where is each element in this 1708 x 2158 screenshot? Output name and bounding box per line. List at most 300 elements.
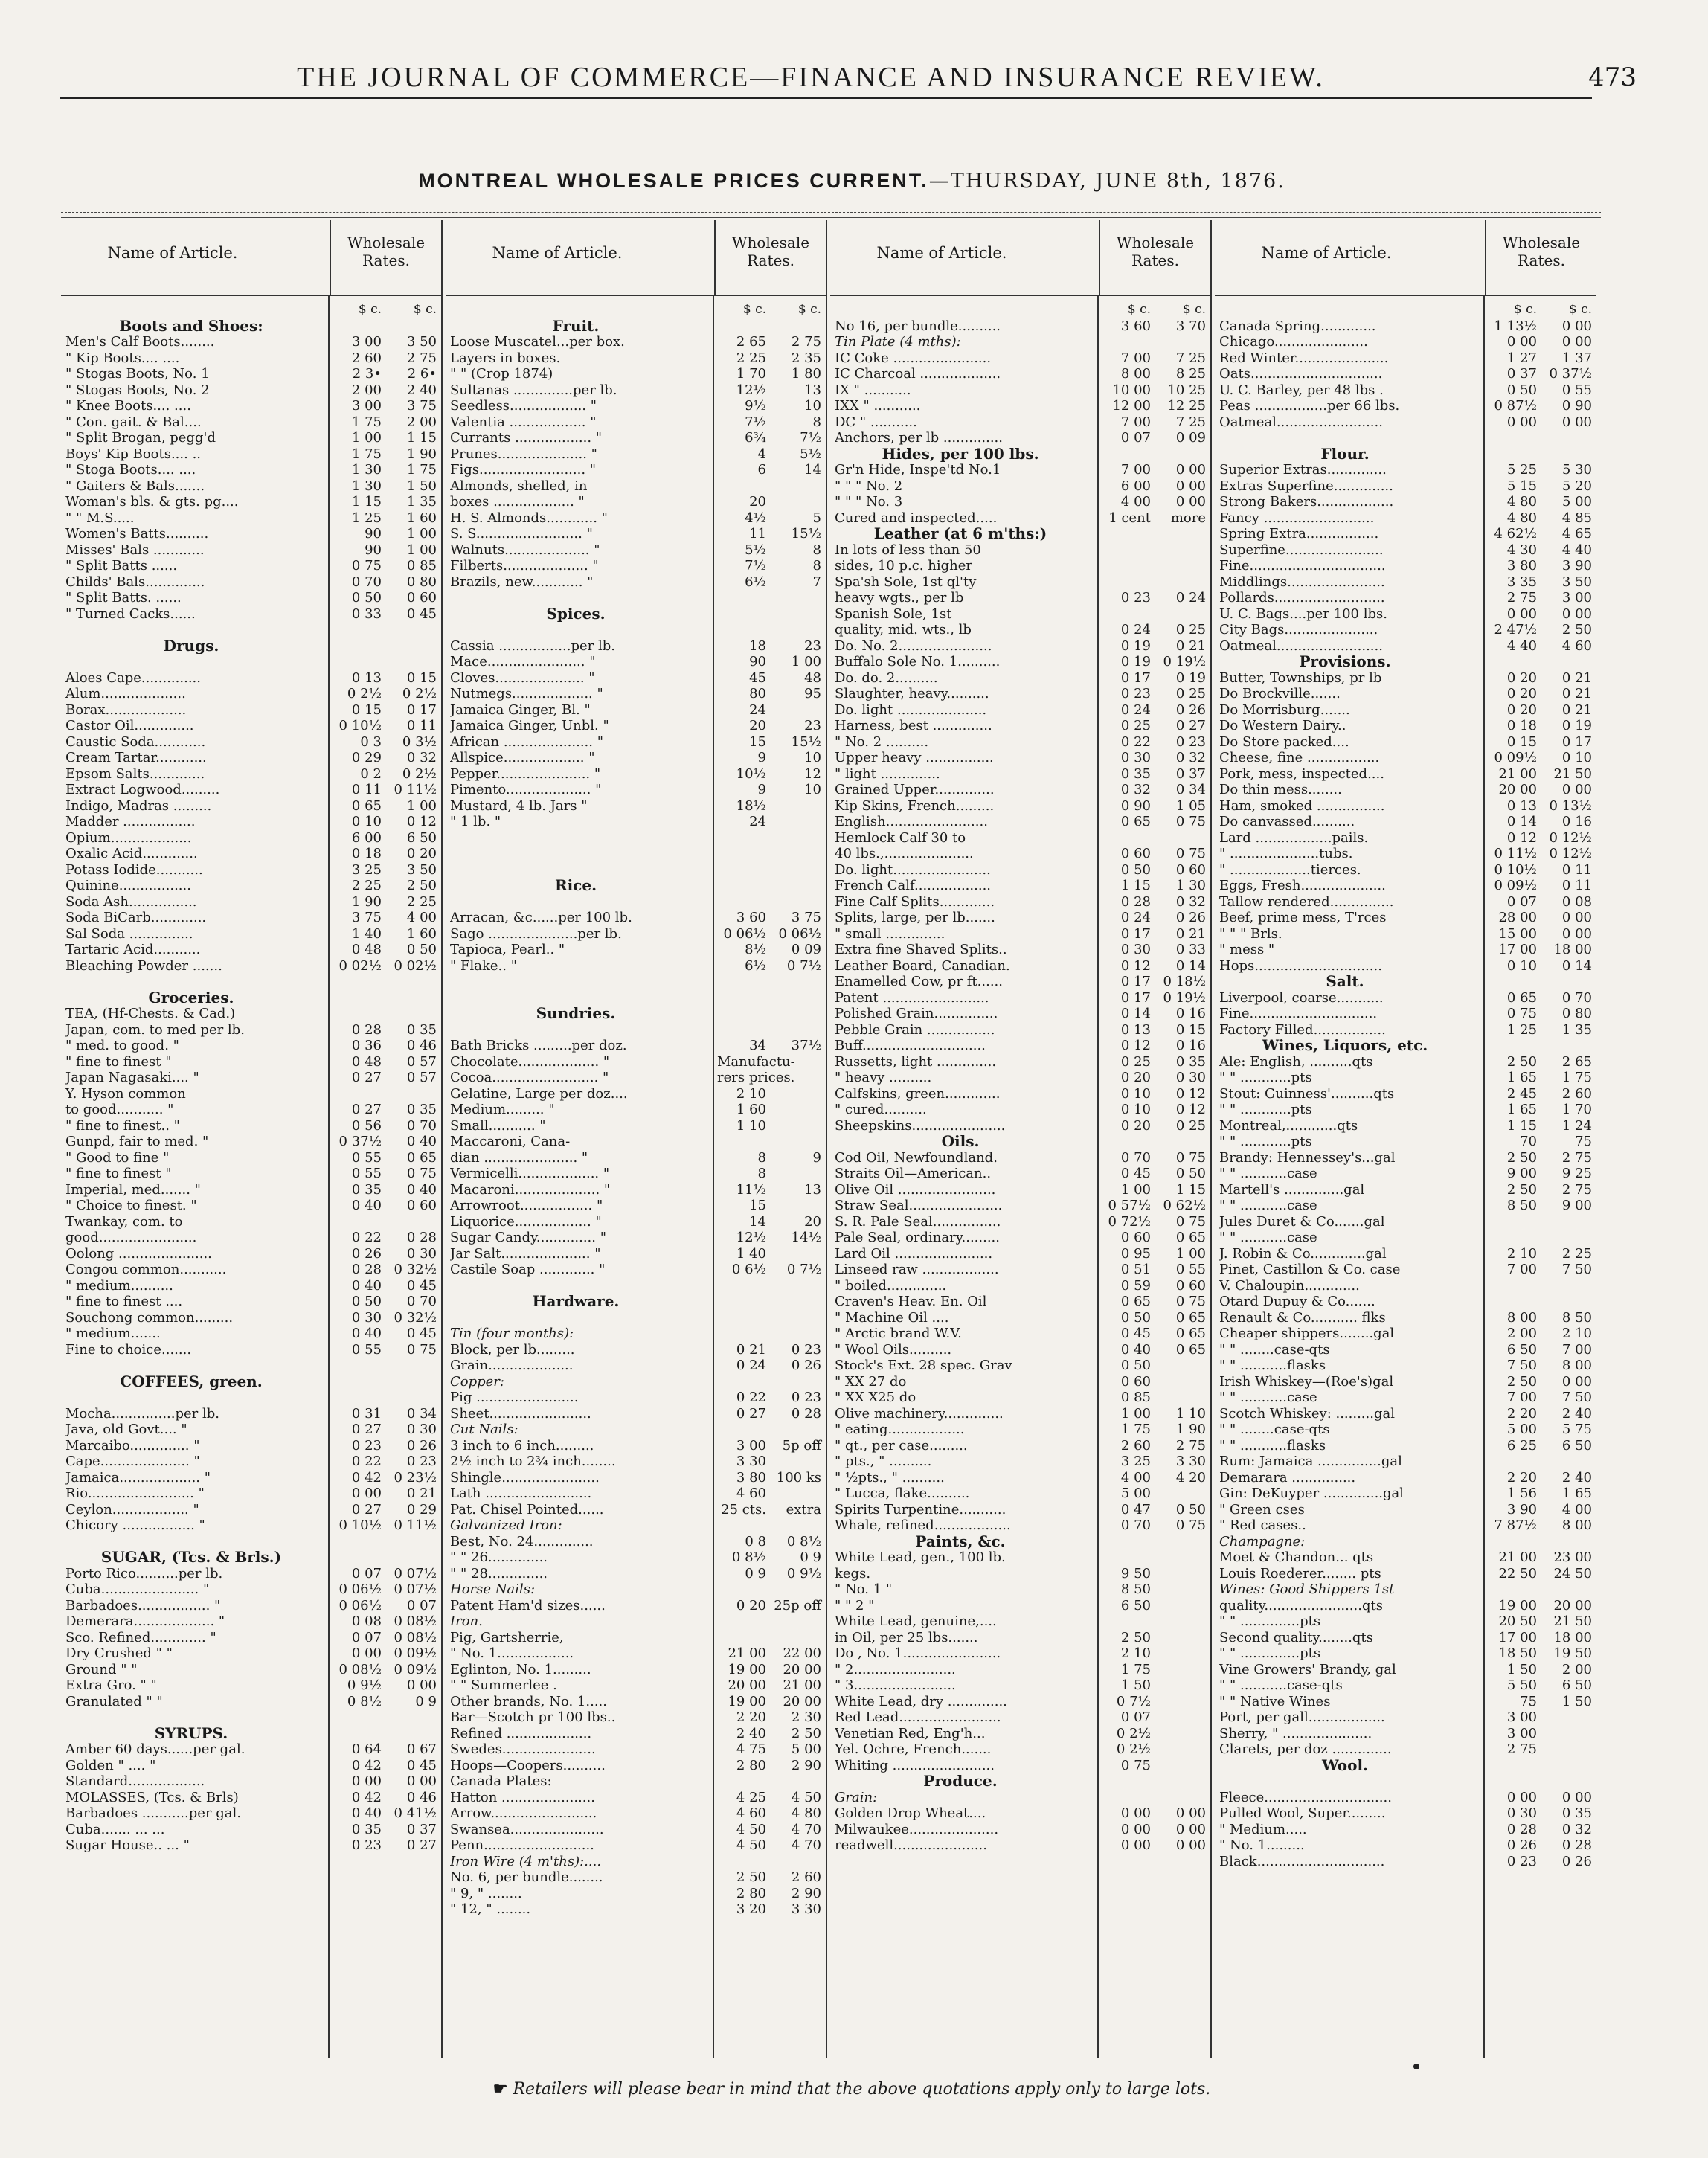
rate-low: 1 65 (1506, 1070, 1537, 1085)
rate-high: 1 35 (1561, 1021, 1592, 1038)
article-name: " mess " (1219, 942, 1275, 957)
article-row (1215, 1134, 1596, 1150)
article-name: Castor Oil.............. (65, 718, 194, 733)
rate-low: 0 60 (1120, 846, 1151, 861)
rate-low: 0 00 (1120, 1821, 1151, 1837)
article-name: Whiting ........................ (835, 1757, 995, 1773)
article-name: Arracan, &c......per 100 lb. (450, 910, 632, 925)
article-name: TEA, (Hf-Chests. & Cad.) (65, 1006, 236, 1021)
article-name: Ceylon.................. " (65, 1501, 199, 1518)
rate-low: 4 80 (1506, 494, 1537, 510)
running-head (52, 61, 1651, 106)
rate-high: 5 00 (791, 1741, 821, 1757)
rate-low: 10 00 (1112, 382, 1151, 398)
article-row (830, 574, 1210, 591)
rate-low: 10½ (736, 765, 766, 782)
rate-low: 1 00 (1120, 1405, 1151, 1422)
name-of-article-header: Name of Article. (107, 244, 238, 262)
article-name: " " ...........case-qts (1219, 1677, 1343, 1693)
rate-low: 3 75 (351, 910, 382, 925)
rate-low: 24 (749, 701, 766, 718)
article-row (1215, 1278, 1596, 1294)
article-row (1215, 1374, 1596, 1390)
rate-high: 0 65 (406, 1149, 437, 1166)
article-name: " Stoga Boots.... .... (65, 462, 196, 478)
section-heading (446, 606, 826, 623)
rate-low: 1 90 (351, 893, 382, 910)
article-name: " light .............. (835, 765, 940, 782)
article-name: Dry Crushed " " (65, 1645, 173, 1661)
article-name: French Calf.................. (835, 878, 992, 893)
rate-low: 0 90 (1120, 797, 1151, 814)
article-name: " 2........................ (835, 1661, 956, 1677)
article-row (830, 910, 1210, 926)
article-name: " " ............pts (1219, 1102, 1312, 1117)
article-row (446, 1822, 826, 1838)
article-row (61, 1645, 441, 1662)
article-name: Second quality........qts (1219, 1629, 1373, 1645)
rate-low: 0 11 (351, 782, 382, 797)
rate-low: 2 50 (1506, 1181, 1537, 1198)
rate-high: 0 23 (406, 1454, 437, 1469)
rate-low: 6 00 (1120, 478, 1151, 494)
article-name: Gunpd, fair to med. " (65, 1134, 209, 1149)
rate-low: 2 50 (1506, 1373, 1537, 1390)
rate-high: 0 02½ (394, 957, 437, 974)
rate-high: 1 60 (406, 925, 437, 942)
rate-low: 0 17 (1120, 669, 1151, 686)
rate-high: 20 (804, 1213, 821, 1230)
article-row (446, 1758, 826, 1774)
article-row (1215, 1358, 1596, 1374)
rate-low: 19 00 (1498, 1597, 1537, 1613)
rate-low: 3 60 (1120, 318, 1151, 334)
rate-low: 0 21 (736, 1341, 766, 1358)
article-row (830, 398, 1210, 414)
article-row (61, 350, 441, 367)
article-name: Cape..................... " (65, 1454, 200, 1469)
article-row (61, 1758, 441, 1774)
article-name: " " ........case-qts (1219, 1341, 1330, 1358)
rate-high: 10 (804, 750, 821, 765)
article-row (830, 558, 1210, 574)
rate-low: 1 40 (736, 1245, 766, 1262)
article-name: Jamaica Ginger, Unbl. " (450, 718, 609, 733)
rate-low: 2 50 (1506, 1053, 1537, 1070)
article-name: Sundries. (536, 1006, 616, 1022)
rate-high: 0 26 (1175, 701, 1206, 718)
article-name: Red Lead........................ (835, 1709, 1001, 1725)
article-row (830, 702, 1210, 719)
print-dot (1413, 2064, 1419, 2069)
article-name: " " ..............pts (1219, 1613, 1321, 1629)
article-row (1215, 1837, 1596, 1854)
rate-high: 4 50 (791, 1789, 821, 1805)
article-row (830, 718, 1210, 734)
article-row (830, 366, 1210, 382)
article-name: V. Chaloupin............. (1219, 1277, 1360, 1294)
article-name: Aloes Cape.............. (65, 669, 201, 686)
article-name: Amber 60 days......per gal. (65, 1741, 245, 1757)
article-name: " " ...........case (1219, 1166, 1317, 1181)
rate-high: 0 80 (1561, 1006, 1592, 1021)
article-name: English........................ (835, 814, 988, 829)
rate-low: 80 (749, 686, 766, 701)
article-row (830, 1630, 1210, 1646)
article-row (446, 974, 826, 990)
article-name: Nutmegs................... " (450, 686, 603, 701)
article-row (61, 622, 441, 638)
article-row (830, 862, 1210, 879)
rate-high: 0 30 (1175, 1070, 1206, 1085)
rate-low: 0 20 (1506, 686, 1537, 701)
article-name: Hides, per 100 lbs. (882, 446, 1039, 462)
rate-low: 0 24 (1120, 701, 1151, 718)
article-row (1215, 1598, 1596, 1614)
article-name: " cured.......... (835, 1102, 927, 1117)
article-name: Sheet........................ (450, 1405, 591, 1422)
article-row (830, 686, 1210, 702)
rate-high: 0 55 (1561, 382, 1592, 398)
rate-low: 0 50 (1120, 1309, 1151, 1326)
article-row (446, 1581, 826, 1598)
rate-low: 1 15 (1120, 878, 1151, 893)
rate-high: 21 50 (1553, 765, 1592, 782)
article-name: Canada Spring............. (1219, 318, 1376, 334)
article-row (1215, 718, 1596, 734)
rate-low: 0 26 (1506, 1837, 1537, 1853)
rate-low: 0 64 (351, 1741, 382, 1757)
article-row (830, 1374, 1210, 1390)
rate-high: 9 00 (1561, 1198, 1592, 1213)
article-row (830, 1230, 1210, 1246)
article-name: No 16, per bundle.......... (835, 318, 1001, 334)
article-row (61, 1150, 441, 1166)
article-name: Kip Skins, French......... (835, 797, 995, 814)
rate-high: 0 00 (1561, 318, 1592, 334)
article-name: Spices. (546, 606, 606, 622)
rate-high: 0 12½ (1549, 829, 1592, 846)
price-table (61, 220, 1601, 2058)
rate-high: 3 50 (1561, 574, 1592, 590)
rate-high: 0 7½ (786, 1262, 821, 1277)
article-row (61, 846, 441, 862)
rate-high: 5p off (782, 1437, 821, 1454)
rate-low: 3 30 (736, 1454, 766, 1469)
rate-low: 8 (757, 1149, 766, 1166)
article-name: Congou common........... (65, 1262, 227, 1277)
article-name: Japan, com. to med per lb. (65, 1021, 245, 1038)
journal-title: THE JOURNAL OF COMMERCE—FINANCE AND INSURANCE REVIEW. (297, 62, 1325, 93)
rate-low: 4 50 (736, 1821, 766, 1837)
article-row (61, 686, 441, 702)
article-row (61, 526, 441, 542)
article-row (830, 1326, 1210, 1342)
article-name: Jar Salt..................... " (450, 1245, 601, 1262)
article-name: Do , No. 1....................... (835, 1645, 1001, 1661)
article-row (830, 1422, 1210, 1438)
article-row (61, 1454, 441, 1470)
rate-low: 0 22 (736, 1390, 766, 1405)
rate-low: 0 00 (1120, 1805, 1151, 1821)
article-row (446, 1726, 826, 1742)
rate-low: 20 00 (728, 1677, 766, 1693)
article-name: " No. 1 " (835, 1581, 893, 1597)
article-row (61, 766, 441, 783)
article-name: Japan Nagasaki.... " (65, 1070, 199, 1085)
article-name: " Turned Cacks...... (65, 606, 196, 622)
article-name: Seedless.................. " (450, 398, 597, 414)
article-row (1215, 430, 1596, 446)
rate-high: 0 00 (406, 1677, 437, 1693)
rate-high: 21 00 (783, 1677, 821, 1693)
article-name: Calfskins, green............. (835, 1085, 1001, 1102)
rate-high: 0 37 (406, 1821, 437, 1837)
article-row (61, 1310, 441, 1326)
article-row (61, 510, 441, 527)
rate-low: 1 cent (1108, 510, 1151, 526)
article-row (1215, 1581, 1596, 1598)
rate-low: 0 8½ (347, 1693, 382, 1709)
rate-high: 0 57 (406, 1070, 437, 1085)
rate-high: 4 60 (1561, 638, 1592, 654)
article-name: No. 6, per bundle........ (450, 1869, 603, 1885)
rate-high: 0 75 (406, 1341, 437, 1358)
article-row (446, 1773, 826, 1790)
article-name: Wines, Liquors, etc. (1262, 1038, 1428, 1054)
article-name: Spirits Turpentine........... (835, 1501, 1006, 1518)
rate-high: 0 21 (406, 1486, 437, 1501)
article-name: Upper heavy ................ (835, 750, 994, 765)
article-name: Venetian Red, Eng'h... (835, 1725, 986, 1741)
article-name: " ...................tierces. (1219, 861, 1361, 878)
rate-low: 7 00 (1506, 1262, 1537, 1277)
article-name: Sultanas ..............per lb. (450, 382, 617, 398)
rate-low: 0 20 (1120, 1117, 1151, 1134)
rate-high: 0 75 (1175, 1518, 1206, 1533)
rate-high: 0 00 (1561, 925, 1592, 942)
rate-high: 13 (804, 1181, 821, 1198)
rate-high: 1 50 (1561, 1693, 1592, 1709)
rate-high: 8 00 (1561, 1518, 1592, 1533)
article-row (1215, 1150, 1596, 1166)
article-row (61, 1502, 441, 1518)
rate-high: 2 60 (791, 1869, 821, 1885)
rate-high: 24 50 (1553, 1565, 1592, 1581)
rate-high: 0 32 (1561, 1821, 1592, 1837)
article-row (61, 1118, 441, 1134)
rate-low: 4 00 (1120, 1469, 1151, 1486)
rate-high: more (1170, 510, 1206, 526)
rate-low: 0 07 (1120, 430, 1151, 446)
rate-low: 1 40 (351, 925, 382, 942)
article-row (446, 702, 826, 719)
article-row (1215, 590, 1596, 606)
article-name: " Lucca, flake.......... (835, 1486, 970, 1501)
article-name: Otard Dupuy & Co....... (1219, 1294, 1375, 1309)
rate-high: 15½ (791, 733, 821, 750)
article-row (446, 462, 826, 478)
article-row (61, 718, 441, 734)
article-name: Soda Ash................ (65, 893, 197, 910)
article-name: Barbadoes................. " (65, 1597, 221, 1613)
article-row (830, 1166, 1210, 1182)
wholesale-rates-header: Wholesale Rates. (1485, 220, 1596, 295)
article-name: " Arctic brand W.V. (835, 1326, 962, 1341)
article-row (61, 334, 441, 350)
article-name: " Stogas Boots, No. 1 (65, 366, 210, 382)
article-name: Spanish Sole, 1st (835, 606, 952, 622)
rate-high: 2 35 (791, 350, 821, 366)
rate-low: 0 30 (1120, 750, 1151, 765)
article-row (61, 558, 441, 574)
rate-high: 0 60 (406, 1198, 437, 1213)
rate-low: 0 35 (351, 1181, 382, 1198)
article-name: Russetts, light .............. (835, 1053, 997, 1070)
rate-low: 14 (749, 1213, 766, 1230)
article-row (446, 1534, 826, 1550)
article-name: " Flake.. " (450, 957, 517, 974)
article-row (446, 526, 826, 542)
section-heading (61, 638, 441, 655)
rate-low: 0 29 (351, 750, 382, 765)
rate-low: 6½ (745, 957, 766, 974)
rate-low: 5 15 (1506, 478, 1537, 494)
rate-low: 0 23 (1120, 686, 1151, 701)
article-name: Block, per lb......... (450, 1341, 575, 1358)
article-name: " " ............pts (1219, 1070, 1312, 1085)
rate-low: 0 12 (1120, 957, 1151, 974)
article-row (61, 590, 441, 606)
rate-high: 2 40 (1561, 1469, 1592, 1486)
article-name: Arrowroot................. " (450, 1198, 603, 1213)
article-row (61, 1790, 441, 1806)
article-row (61, 1581, 441, 1598)
rate-low: 0 22 (351, 1454, 382, 1469)
rate-low: 7 00 (1120, 350, 1151, 366)
article-name: " ½pts., " .......... (835, 1469, 945, 1486)
rate-low: 2 25 (736, 350, 766, 366)
article-name: Sugar House.. ... " (65, 1837, 190, 1853)
article-row (830, 590, 1210, 606)
rate-high: 0 60 (1175, 861, 1206, 878)
rate-low: 2 3• (352, 366, 382, 382)
rate-high: 1 75 (406, 462, 437, 478)
article-row (1215, 782, 1596, 798)
rate-low: 0 70 (351, 574, 382, 590)
rate-low: 0 65 (1120, 814, 1151, 829)
article-row (830, 1709, 1210, 1726)
article-name: Tin Plate (4 mths): (835, 334, 961, 350)
article-name: " " ...........case (1219, 1230, 1317, 1245)
rate-high: 0 28 (791, 1405, 821, 1422)
rate-low: 3 60 (736, 910, 766, 925)
article-name: " " ...........flasks (1219, 1358, 1326, 1373)
article-row (1215, 1470, 1596, 1486)
rate-low: 0 50 (351, 590, 382, 606)
rate-high: 0 57 (406, 1053, 437, 1070)
article-row (446, 1869, 826, 1886)
rate-low: 3 25 (351, 861, 382, 878)
article-row (446, 302, 826, 318)
article-name: Brandy: Hennessey's...gal (1219, 1149, 1396, 1166)
article-row (61, 414, 441, 431)
article-row (1215, 1262, 1596, 1278)
rate-high: 8 (812, 558, 821, 574)
article-row (1215, 958, 1596, 974)
rate-low: 0 00 (351, 1773, 382, 1789)
article-row (1215, 846, 1596, 862)
rate-high: 4 40 (1561, 542, 1592, 558)
article-name: Tapioca, Pearl.. " (450, 942, 565, 957)
rate-low: 0 09½ (1494, 878, 1537, 893)
article-row (1215, 830, 1596, 847)
rate-high: 0 00 (1175, 1837, 1206, 1853)
rate-high: 2 75 (1175, 1437, 1206, 1454)
article-row (830, 478, 1210, 495)
rate-high: 0 27 (1175, 718, 1206, 733)
rate-low: 4 62½ (1494, 526, 1537, 542)
article-name: Marcaibo.............. " (65, 1437, 200, 1454)
rate-high: 8 50 (1561, 1309, 1592, 1326)
article-row (61, 830, 441, 847)
article-row (61, 1022, 441, 1038)
article-row (61, 654, 441, 670)
rate-low: 8 00 (1120, 366, 1151, 382)
article-name: Red Winter...................... (1219, 350, 1389, 366)
rate-high: 0 21 (1561, 669, 1592, 686)
article-name: Refined .................... (450, 1725, 592, 1741)
article-name: Barbadoes ...........per gal. (65, 1805, 241, 1821)
price-column-2 (446, 220, 827, 2058)
article-row (830, 1677, 1210, 1694)
article-row (446, 846, 826, 862)
rate-low: 0 65 (351, 797, 382, 814)
rate-high: 5 00 (1561, 494, 1592, 510)
article-name: Grain: (835, 1789, 878, 1805)
article-name: Walnuts.................... " (450, 542, 600, 558)
article-row (446, 1805, 826, 1822)
article-name: " med. to good. " (65, 1038, 179, 1053)
rate-low: 19 00 (728, 1693, 766, 1709)
article-name: " " ...........case (1219, 1198, 1317, 1213)
article-name: Figs......................... " (450, 462, 597, 478)
article-row (830, 1726, 1210, 1742)
rate-high: 0 25 (1175, 686, 1206, 701)
rate-high: 0 11½ (394, 782, 437, 797)
article-row (830, 974, 1210, 990)
article-row (830, 1613, 1210, 1630)
article-row (61, 1214, 441, 1230)
article-row (61, 1566, 441, 1582)
article-row (446, 910, 826, 926)
rate-low: 0 40 (1120, 1341, 1151, 1358)
article-row (830, 1406, 1210, 1422)
rate-high: 2 75 (1561, 1149, 1592, 1166)
article-row (830, 1054, 1210, 1070)
rate-low: 0 23 (1506, 1853, 1537, 1869)
rate-high: 0 45 (406, 1277, 437, 1294)
rate-low: 2 10 (1120, 1645, 1151, 1661)
rate-low: 0 40 (351, 1277, 382, 1294)
article-name: Castile Soap ............. " (450, 1262, 606, 1277)
rate-high: 0 2½ (402, 686, 437, 701)
article-name: Boys' Kip Boots.... .. (65, 446, 202, 462)
article-row (830, 1741, 1210, 1758)
rate-low: 1 00 (1120, 1181, 1151, 1198)
article-name: Buff............................. (835, 1038, 986, 1053)
article-name: Buffalo Sole No. 1.......... (835, 654, 1001, 669)
